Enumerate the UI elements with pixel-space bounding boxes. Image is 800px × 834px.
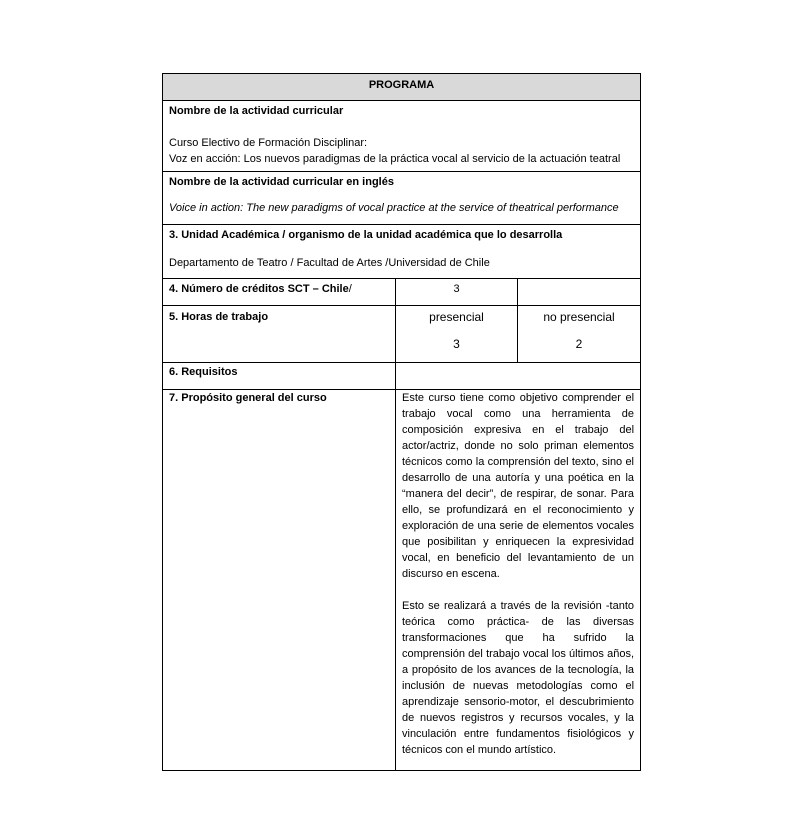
name-line2: Voz en acción: Los nuevos paradigmas de la práctica vocal al servicio de la actuación teatral	[169, 153, 621, 165]
req-value-cell	[396, 363, 641, 390]
purpose-value-cell	[396, 390, 641, 771]
header-title: PROGRAMA	[368, 79, 435, 91]
english-label: Nombre de la actividad curricular en inglés	[169, 176, 394, 188]
name-line1: Curso Electivo de Formación Disciplinar:	[169, 137, 368, 149]
purpose-label-cell	[163, 390, 396, 771]
purpose-para2: Esto se realizará a través de la revisión -tanto teórica como práctica- de las diversas transformaciones que ha sufrido la comprensión del trabajo vocal los últimos años, a propósito de los avances de la tecnología, la inclusión de nuevas metodologías como el aprendizaje sensorio-motor, el descubrimiento de nuevos registros y recursos vocales, y la vinculación entre fundamentos fisiológicos y técnicos con el mundo artístico.	[402, 600, 635, 756]
hours-label: 5. Horas de trabajo	[169, 311, 269, 323]
section-english	[163, 172, 641, 225]
credits-label-cell	[163, 279, 396, 306]
presencial-value: 3	[453, 337, 460, 351]
credits-empty-cell	[518, 279, 641, 306]
purpose-label: 7. Propósito general del curso	[169, 392, 327, 404]
no-presencial-cell	[518, 306, 641, 363]
section-unit	[163, 225, 641, 279]
no-presencial-value: 2	[575, 337, 583, 351]
presencial-label: presencial	[429, 310, 484, 324]
table-header	[163, 74, 641, 101]
credits-value-cell	[396, 279, 518, 306]
no-presencial-label: no presencial	[543, 310, 615, 324]
credits-label: 4. Número de créditos SCT – Chile	[169, 283, 349, 295]
credits-slash: /	[348, 283, 352, 295]
english-value: Voice in action: The new paradigms of vocal practice at the service of theatrical performance	[169, 202, 619, 214]
section-name	[163, 101, 641, 172]
hours-label-cell	[163, 306, 396, 363]
presencial-cell	[396, 306, 518, 363]
unit-value: Departamento de Teatro / Facultad de Artes /Universidad de Chile	[169, 257, 490, 269]
req-label: 6. Requisitos	[169, 366, 238, 378]
purpose-para1: Este curso tiene como objetivo comprender el trabajo vocal como una herramienta de composición expresiva en el trabajo del actor/actriz, donde no solo priman elementos técnicos como la comprensión del texto, sino el desarrollo de una autoría y una poética en la “manera del decir”, de respirar, de sonar. Para ello, se profundizará en el reconocimiento y exploración de una serie de elementos vocales que posibilitan y enriquecen la expresividad vocal, en beneficio del levantamiento de un discurso en escena.	[402, 392, 635, 580]
credits-value: 3	[453, 283, 460, 295]
req-label-cell	[163, 363, 396, 390]
programa-table	[162, 73, 641, 771]
unit-label: 3. Unidad Académica / organismo de la unidad académica que lo desarrolla	[169, 229, 563, 241]
name-label: Nombre de la actividad curricular	[169, 105, 344, 117]
